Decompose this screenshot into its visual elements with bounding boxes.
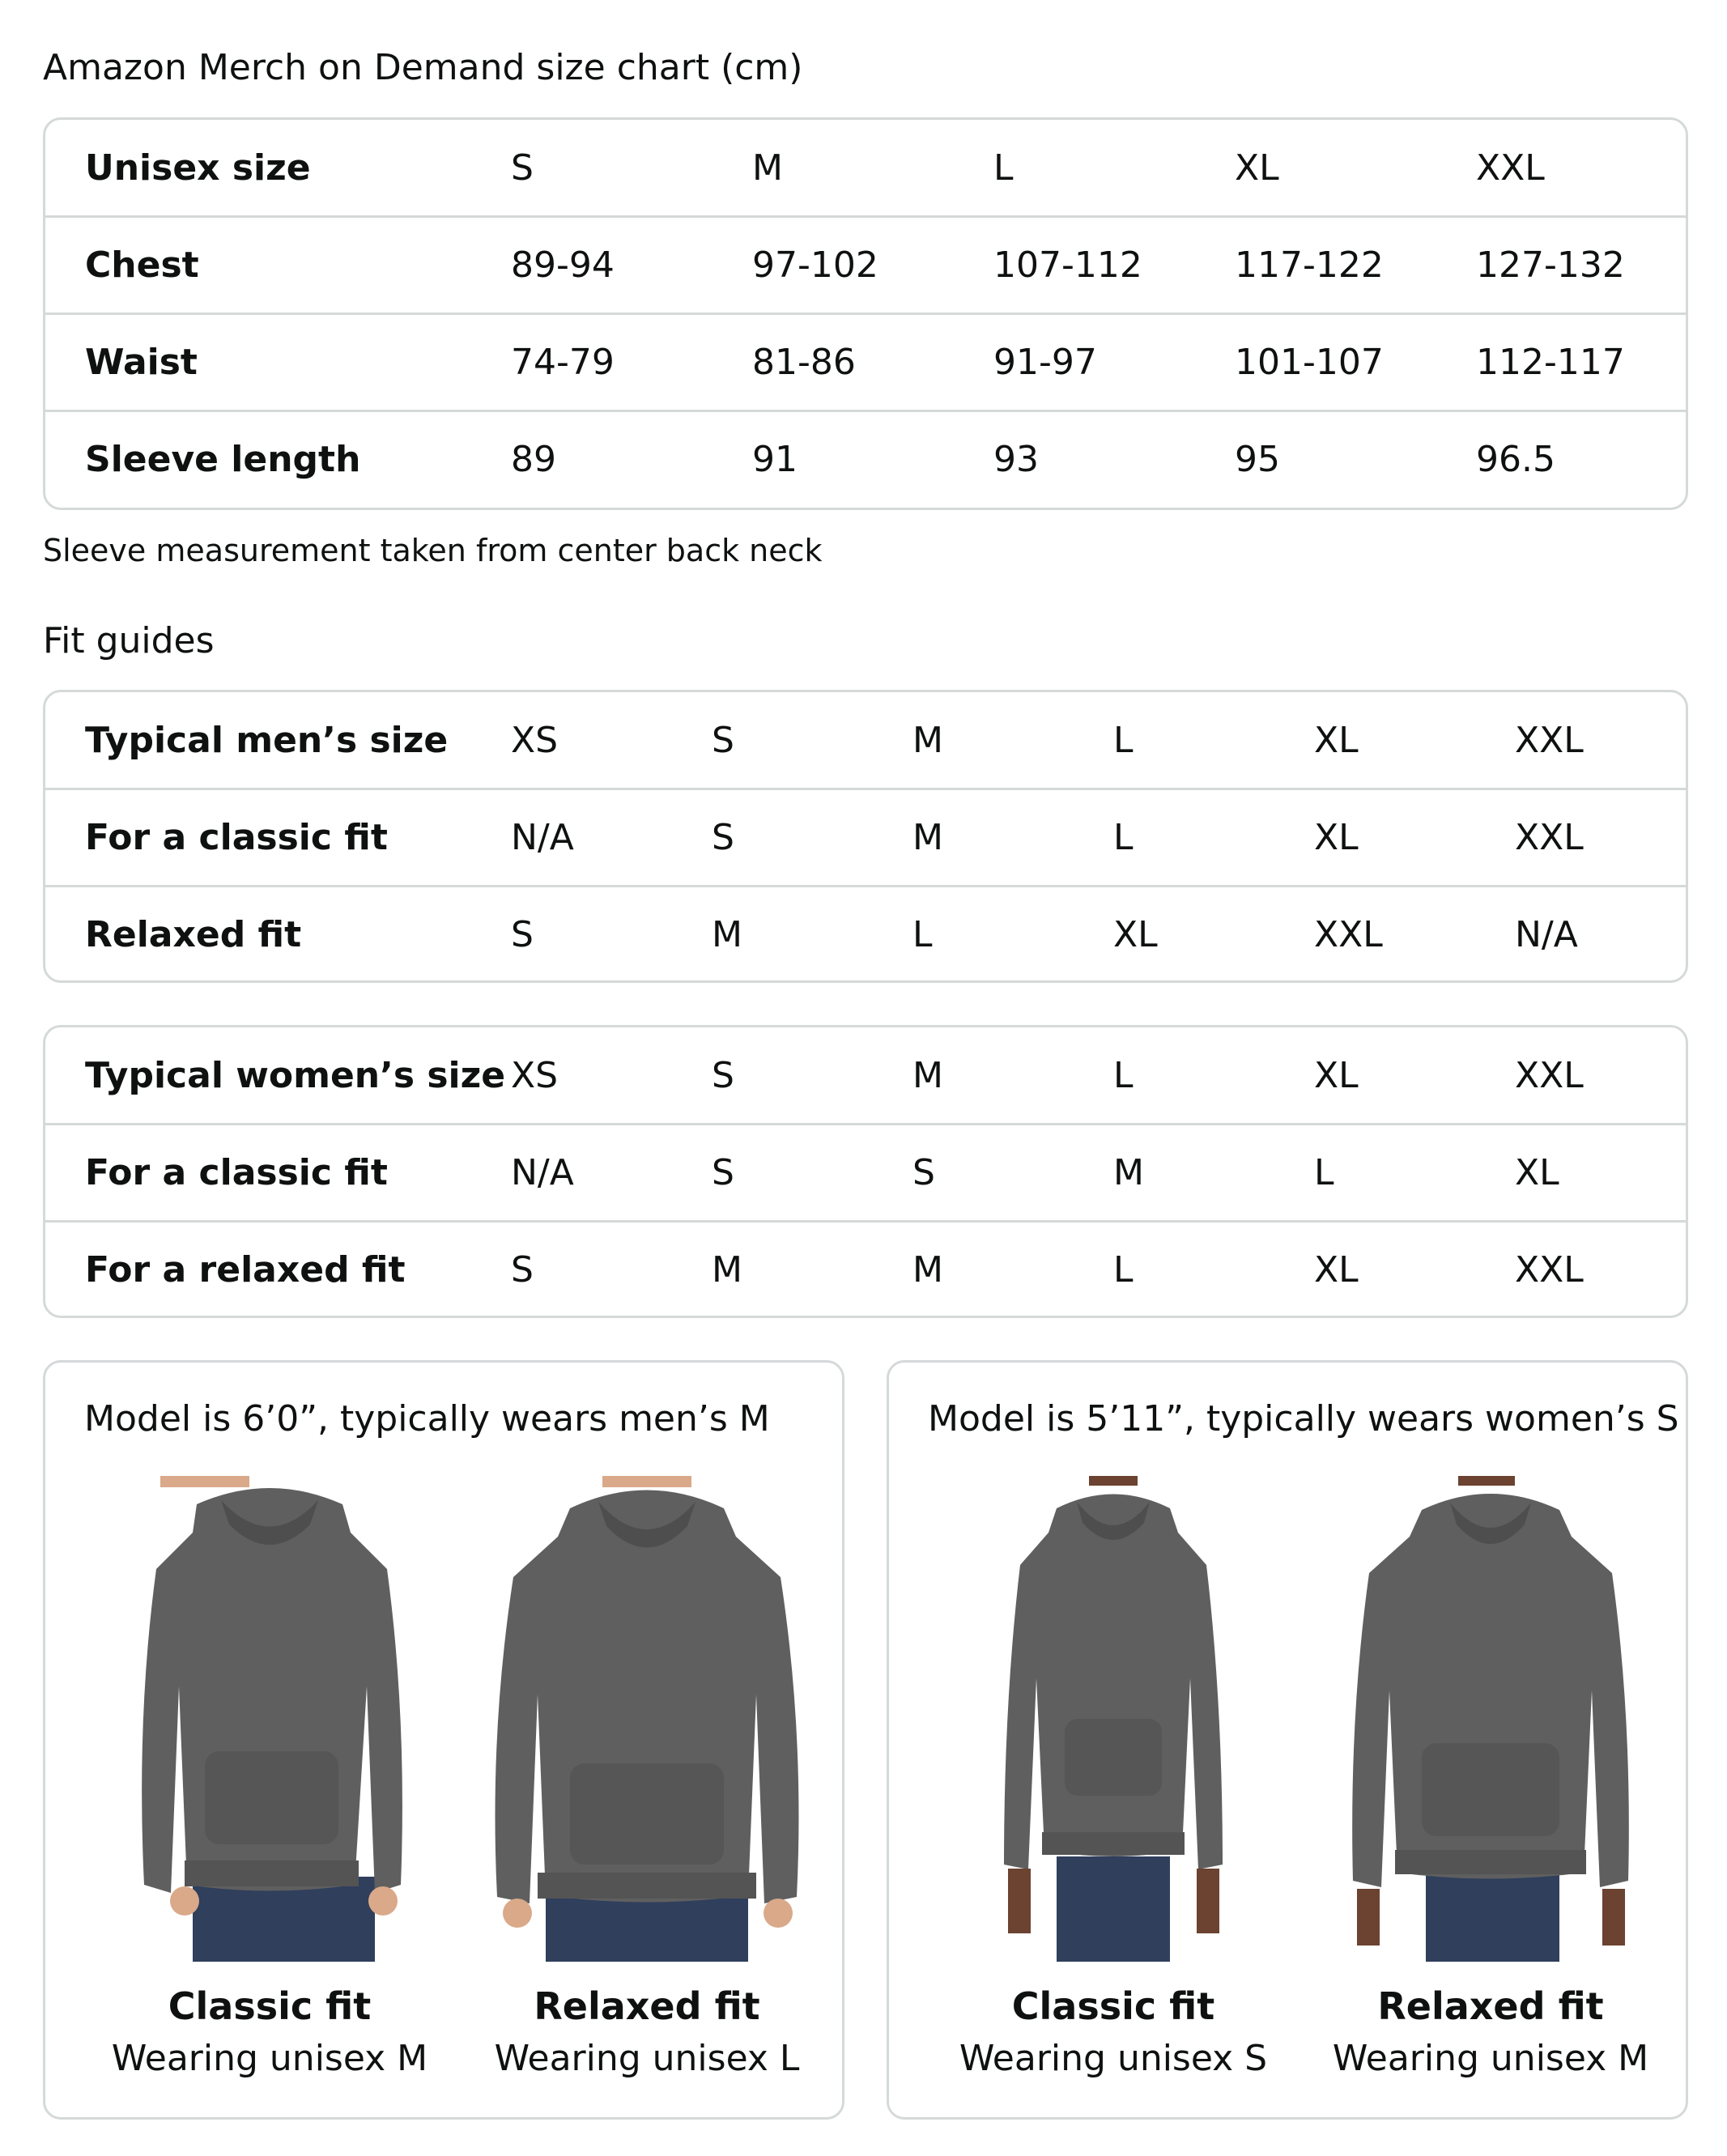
table-cell: L xyxy=(1113,719,1134,761)
table-cell: L xyxy=(1113,1054,1134,1096)
table-row xyxy=(45,788,1686,885)
table-cell: S xyxy=(712,1152,734,1193)
table-row xyxy=(45,313,1686,410)
table-cell: M xyxy=(752,147,783,189)
table-row xyxy=(45,1123,1686,1220)
model-description: Model is 5’11”, typically wears women’s S xyxy=(928,1398,1679,1439)
table-row xyxy=(45,120,1686,215)
table-cell: 127-132 xyxy=(1476,245,1625,286)
table-cell: 91 xyxy=(752,439,798,480)
table-cell: 96.5 xyxy=(1476,439,1555,480)
table-cell: XL xyxy=(1235,147,1279,189)
row-label: Sleeve length xyxy=(85,439,361,480)
row-label: Waist xyxy=(85,342,198,383)
row-label: For a relaxed fit xyxy=(85,1249,406,1291)
fit-label: Classic fit xyxy=(168,1984,372,2028)
table-row xyxy=(45,410,1686,507)
hoodie-photo-classic xyxy=(951,1476,1275,1962)
table-cell: XXL xyxy=(1515,1249,1584,1291)
hoodie-photo-relaxed xyxy=(485,1476,809,1962)
table-cell: L xyxy=(1113,1249,1134,1291)
table-cell: 101-107 xyxy=(1235,342,1384,383)
mens-model-card xyxy=(43,1360,844,2120)
table-cell: N/A xyxy=(511,817,574,858)
row-label: Typical men’s size xyxy=(85,719,449,761)
table-cell: XL xyxy=(1314,817,1359,858)
table-cell: XL xyxy=(1515,1152,1559,1193)
table-cell: XS xyxy=(511,719,559,761)
womens-model-card xyxy=(887,1360,1688,2120)
table-cell: S xyxy=(511,147,534,189)
table-cell: L xyxy=(993,147,1014,189)
table-cell: 81-86 xyxy=(752,342,856,383)
table-cell: XL xyxy=(1314,1054,1359,1096)
table-cell: 74-79 xyxy=(511,342,615,383)
table-cell: S xyxy=(511,914,534,955)
table-row xyxy=(45,1027,1686,1123)
table-row xyxy=(45,692,1686,788)
table-row xyxy=(45,1220,1686,1317)
fit-label: Classic fit xyxy=(1011,1984,1215,2028)
table-cell: M xyxy=(912,817,943,858)
table-cell: XXL xyxy=(1314,914,1383,955)
table-cell: XXL xyxy=(1476,147,1545,189)
row-label: For a classic fit xyxy=(85,817,388,858)
table-cell: XL xyxy=(1314,1249,1359,1291)
table-cell: L xyxy=(912,914,933,955)
sleeve-note: Sleeve measurement taken from center back neck xyxy=(43,533,823,568)
table-row xyxy=(45,885,1686,982)
table-cell: L xyxy=(1113,817,1134,858)
womens-fit-table xyxy=(43,1025,1688,1318)
wearing-size: Wearing unisex L xyxy=(494,2038,800,2079)
table-cell: 117-122 xyxy=(1235,245,1384,286)
fit-label: Relaxed fit xyxy=(534,1984,760,2028)
wearing-size: Wearing unisex S xyxy=(959,2038,1268,2079)
table-cell: 95 xyxy=(1235,439,1280,480)
table-cell: M xyxy=(912,719,943,761)
table-cell: XXL xyxy=(1515,719,1584,761)
row-label: Chest xyxy=(85,245,199,286)
size-chart-table xyxy=(43,117,1688,510)
fit-guides-heading: Fit guides xyxy=(43,620,215,661)
row-label: Unisex size xyxy=(85,147,311,189)
table-cell: L xyxy=(1314,1152,1334,1193)
table-cell: S xyxy=(912,1152,935,1193)
table-cell: 89-94 xyxy=(511,245,615,286)
table-row xyxy=(45,215,1686,313)
table-cell: 93 xyxy=(993,439,1039,480)
table-cell: N/A xyxy=(511,1152,574,1193)
wearing-size: Wearing unisex M xyxy=(111,2038,428,2079)
table-cell: XXL xyxy=(1515,817,1584,858)
table-cell: XS xyxy=(511,1054,559,1096)
page-title: Amazon Merch on Demand size chart (cm) xyxy=(43,47,803,88)
table-cell: S xyxy=(712,817,734,858)
table-cell: N/A xyxy=(1515,914,1578,955)
mens-fit-table xyxy=(43,690,1688,983)
table-cell: XL xyxy=(1113,914,1158,955)
model-description: Model is 6’0”, typically wears men’s M xyxy=(84,1398,770,1439)
table-cell: M xyxy=(712,1249,742,1291)
table-cell: S xyxy=(511,1249,534,1291)
wearing-size: Wearing unisex M xyxy=(1332,2038,1649,2079)
hoodie-photo-relaxed xyxy=(1329,1476,1653,1962)
table-cell: M xyxy=(1113,1152,1144,1193)
table-cell: 91-97 xyxy=(993,342,1097,383)
table-cell: 107-112 xyxy=(993,245,1142,286)
table-cell: M xyxy=(712,914,742,955)
table-cell: 97-102 xyxy=(752,245,878,286)
table-cell: M xyxy=(912,1054,943,1096)
row-label: Typical women’s size xyxy=(85,1054,506,1096)
table-cell: XL xyxy=(1314,719,1359,761)
hoodie-photo-classic xyxy=(108,1476,432,1962)
table-cell: S xyxy=(712,1054,734,1096)
table-cell: S xyxy=(712,719,734,761)
row-label: For a classic fit xyxy=(85,1152,388,1193)
fit-label: Relaxed fit xyxy=(1377,1984,1604,2028)
row-label: Relaxed fit xyxy=(85,914,302,955)
table-cell: XXL xyxy=(1515,1054,1584,1096)
table-cell: 112-117 xyxy=(1476,342,1625,383)
table-cell: 89 xyxy=(511,439,556,480)
table-cell: M xyxy=(912,1249,943,1291)
